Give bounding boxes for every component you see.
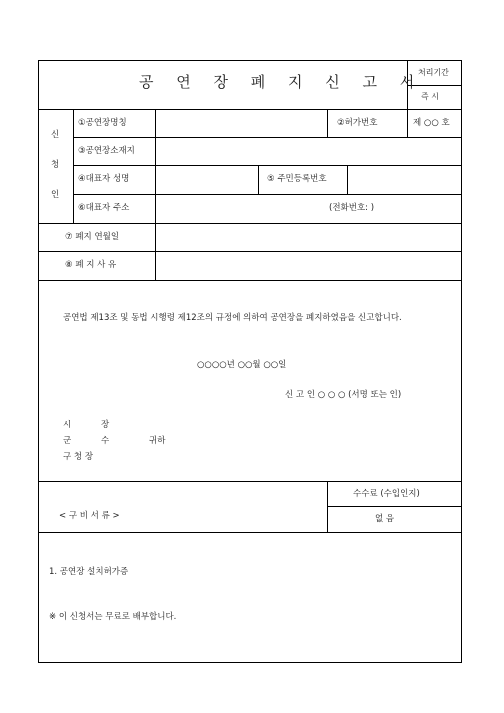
documents-label: < 구 비 서 류 >: [59, 511, 120, 521]
row1-rule: [73, 137, 462, 138]
recipient-suffix: 귀하: [149, 436, 166, 446]
rep-address-label: ⑥대표자 주소: [78, 203, 130, 213]
processing-label: 처리기간: [418, 68, 449, 77]
applicant-label-2: 청: [51, 160, 60, 170]
recipient-gu: 구 청 장: [63, 452, 94, 462]
phone-label: (전화번호: ): [329, 203, 375, 213]
closure-date-label: ⑦ 폐지 연월일: [65, 232, 120, 242]
fee-value: 없 음: [375, 514, 395, 524]
row5-rule: [39, 251, 462, 252]
closure-reason-label: ⑧ 폐 지 사 유: [65, 260, 117, 270]
form-title: 공 연 장 폐 지 신 고 서: [139, 73, 424, 91]
fee-divider: [327, 481, 328, 532]
permit-divider-b: [407, 109, 408, 137]
resident-divider-a: [258, 165, 259, 194]
free-notice: ※ 이 신청서는 무료로 배부합니다.: [49, 612, 177, 622]
permit-no-value: 제 ○○ 호: [413, 118, 450, 128]
venue-address-label: ③공연장소재지: [78, 146, 135, 156]
declaration-bottom-rule: [39, 481, 462, 482]
report-form: [38, 60, 462, 663]
permit-no-label: ②허가번호: [337, 118, 378, 128]
resident-divider-b: [347, 165, 348, 194]
applicant-divider: [73, 109, 74, 223]
declaration-date: ○○○○년 ○○월 ○○일: [197, 360, 287, 370]
row3-rule: [73, 194, 462, 195]
label-divider: [155, 109, 156, 280]
row2-rule: [73, 165, 462, 166]
title-bottom-rule: [39, 109, 462, 110]
recipient-gun-a: 군: [63, 436, 72, 446]
documents-bottom-rule: [39, 532, 462, 533]
fee-label: 수수료 (수입인지): [353, 489, 420, 499]
recipient-gun-b: 수: [101, 436, 110, 446]
row4-rule: [39, 223, 462, 224]
signer-line: 신 고 인 ○ ○ ○ (서명 또는 인): [285, 390, 402, 400]
document-item-1: 1. 공연장 설치허가증: [49, 567, 129, 577]
recipient-si-a: 시: [63, 420, 72, 430]
venue-name-label: ①공연장명칭: [78, 118, 127, 128]
row6-rule: [39, 280, 462, 281]
declaration-text: 공연법 제13조 및 동법 시행령 제12조의 규정에 의하여 공연장을 폐지하였음을 신고합니다.: [63, 313, 402, 323]
applicant-label-1: 신: [51, 130, 60, 140]
processing-value: 즉 시: [421, 92, 439, 101]
resident-no-label: ⑤ 주민등록번호: [267, 174, 327, 184]
fee-rule: [327, 506, 462, 507]
applicant-label-3: 인: [51, 190, 60, 200]
rep-name-label: ④대표자 성명: [78, 174, 130, 184]
recipient-si-b: 장: [101, 420, 110, 430]
permit-divider-a: [327, 109, 328, 137]
